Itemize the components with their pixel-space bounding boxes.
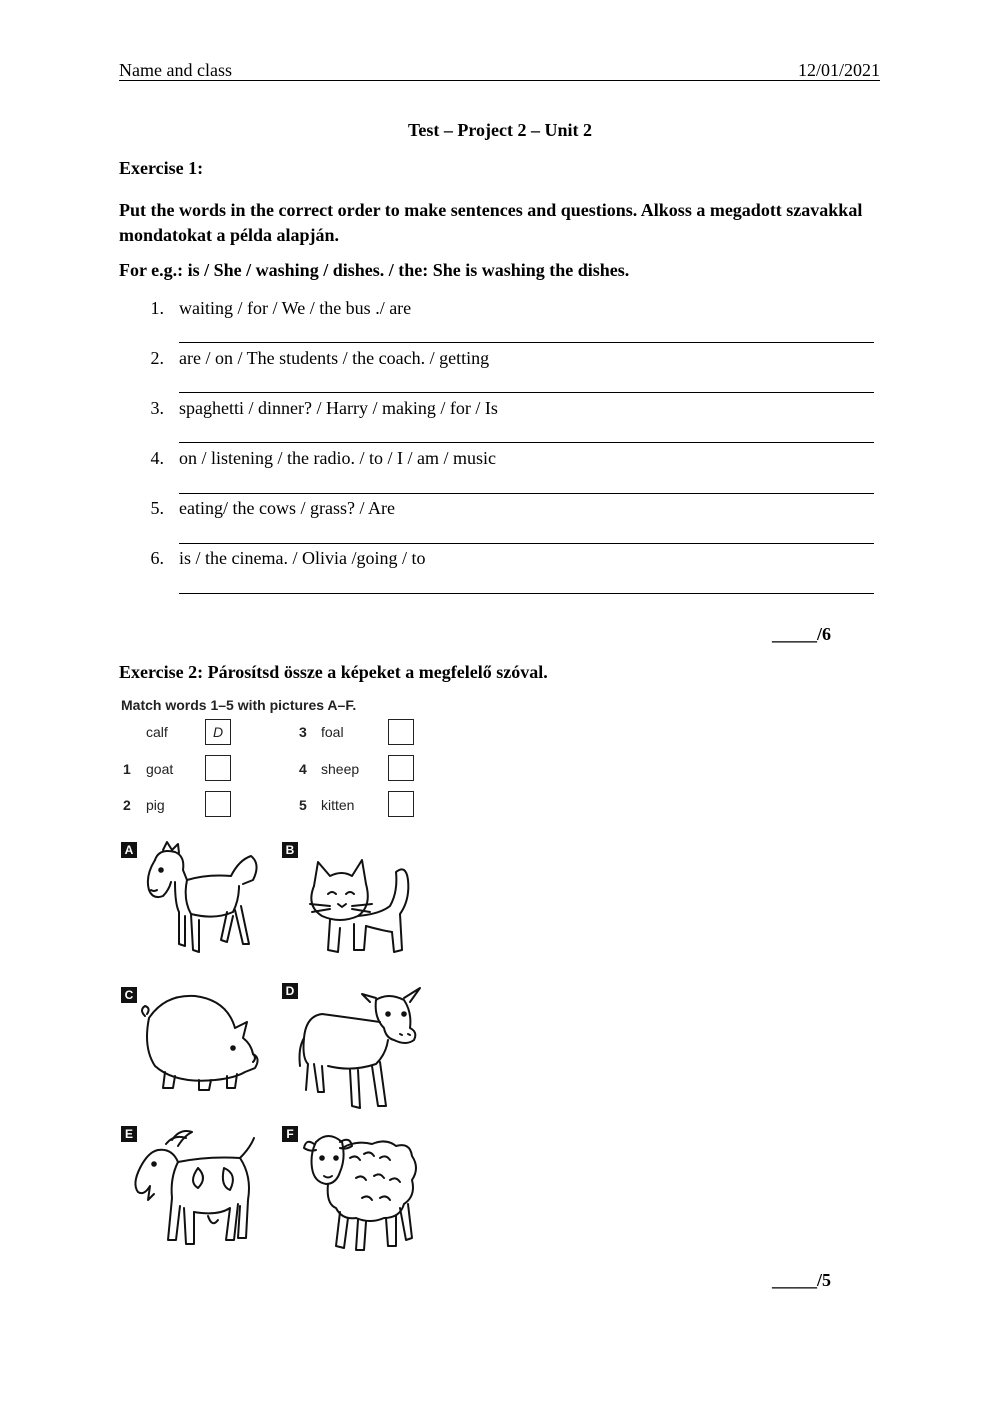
word-number: 1 [123,761,131,777]
header-rule [119,80,880,81]
item-number: 4. [150,448,164,468]
answer-box-goat[interactable] [205,755,231,781]
item-text: is / the cinema. / Olivia /going / to [179,548,426,568]
word-number: 3 [299,724,307,740]
picture-label-f: F [282,1126,298,1142]
answer-box-sheep[interactable] [388,755,414,781]
answer-box-calf[interactable]: D [205,719,231,745]
word-goat: goat [146,761,174,777]
exercise1-example: For e.g.: is / She / washing / dishes. / the: She is washing the dishes. [119,260,630,280]
word-sheep: sheep [321,761,360,777]
pig-icon [135,988,265,1093]
exercise1-instruction: Put the words in the correct order to make sentences and questions. Alkoss a megadott szavakkal mondatokat a példa alapján. [119,200,863,245]
word-calf: calf [146,724,168,740]
picture-label-a: A [121,842,137,858]
word-number: 5 [299,797,307,813]
item-text: waiting / for / We / the bus ./ are [179,298,412,318]
answer-line-1[interactable] [179,342,874,343]
word-number: 2 [123,797,131,813]
page-title: Test – Project 2 – Unit 2 [408,120,592,140]
word-kitten: kitten [321,797,355,813]
item-text: spaghetti / dinner? / Harry / making / for / Is [179,398,498,418]
answer-line-4[interactable] [179,493,874,494]
answer-line-3[interactable] [179,442,874,443]
exercise1-score[interactable]: _____/6 [772,624,832,644]
word-pig: pig [146,797,165,813]
item-number: 6. [150,548,164,568]
exercise2-heading: Exercise 2: Párosítsd össze a képeket a megfelelő szóval. [119,662,548,682]
picture-label-e: E [121,1126,137,1142]
item-number: 2. [150,348,164,368]
picture-label-d: D [282,983,298,999]
calf-icon [292,982,427,1117]
date: 12/01/2021 [797,60,880,80]
answer-line-5[interactable] [179,543,874,544]
word-number: 4 [299,761,307,777]
item-number: 1. [150,298,164,318]
answer-line-2[interactable] [179,392,874,393]
answer-box-foal[interactable] [388,719,414,745]
picture-label-c: C [121,987,137,1003]
item-text: on / listening / the radio. / to / I / am / music [179,448,496,468]
item-text: are / on / The students / the coach. / getting [179,348,490,368]
foal-icon [135,840,270,965]
match-instruction: Match words 1–5 with pictures A–F. [121,697,357,713]
exercise2-score[interactable]: _____/5 [772,1270,832,1290]
answer-line-6[interactable] [179,593,874,594]
exercise1-heading: Exercise 1: [119,158,204,178]
answer-box-kitten[interactable] [388,791,414,817]
word-foal: foal [321,724,344,740]
answer-box-pig[interactable] [205,791,231,817]
picture-label-b: B [282,842,298,858]
item-text: eating/ the cows / grass? / Are [179,498,395,518]
item-number: 5. [150,498,164,518]
kitten-icon [300,852,415,964]
name-and-class-label: Name and class [119,60,232,80]
goat-icon [128,1128,263,1253]
item-number: 3. [150,398,164,418]
sheep-icon [300,1128,420,1256]
